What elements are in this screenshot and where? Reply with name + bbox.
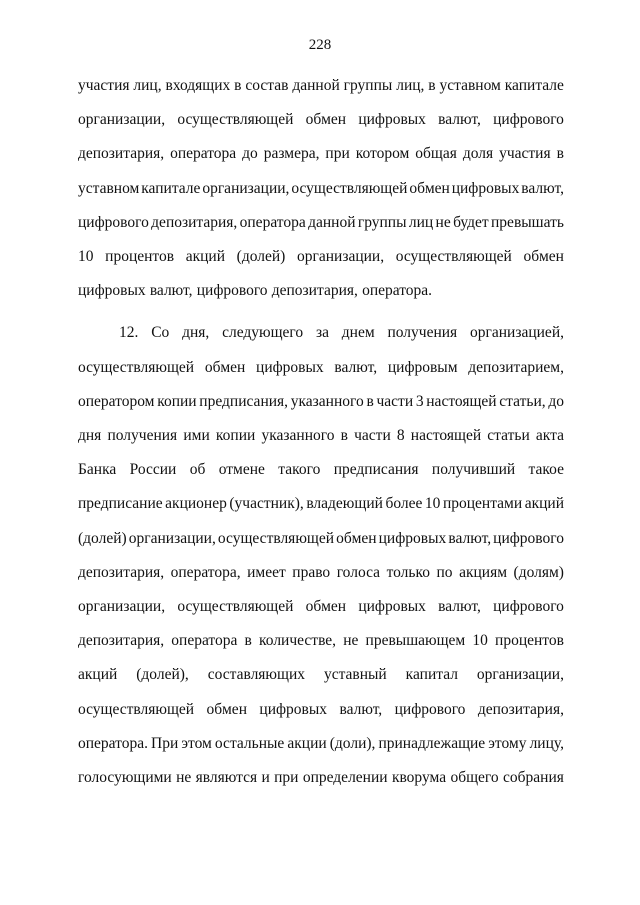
page-number: 228 [308,37,332,53]
text-line: оператором копии предписания, указанного в части 3 настоящей статьи, до [78,393,564,410]
text-line: депозитария, оператора до размера, при котором общая доля участия в [78,145,564,162]
text-line: оператора. При этом остальные акции (доли), принадлежащие этому лицу, [78,735,564,752]
text-line: голосующими не являются и при определении кворума общего собрания [78,769,564,786]
text-line: цифрового депозитария, оператора данной группы лиц не будет превышать [78,214,564,231]
text-line: организации, осуществляющей обмен цифровых валют, цифрового [78,111,564,128]
text-line: Банка России об отмене такого предписания получивший такое [78,461,564,478]
text-line: уставном капитале организации, осуществляющей обмен цифровых валют, [78,180,564,197]
text-line: акций (долей), составляющих уставный капитал организации, [78,666,564,683]
text-line: 12. Со дня, следующего за днем получения организацией, [119,324,564,341]
text-line: депозитария, оператора в количестве, не превышающем 10 процентов [78,632,564,649]
text-line: участия лиц, входящих в состав данной группы лиц, в уставном капитале [78,77,564,94]
text-line: предписание акционер (участник), владеющий более 10 процентами акций [78,495,564,512]
text-line: цифровых валют, цифрового депозитария, оператора. [78,282,433,299]
text-line: осуществляющей обмен цифровых валют, цифрового депозитария, [78,701,564,718]
text-line: осуществляющей обмен цифровых валют, цифровым депозитарием, [78,359,564,376]
text-line: депозитария, оператора, имеет право голоса только по акциям (долям) [78,564,564,581]
text-line: дня получения ими копии указанного в части 8 настоящей статьи акта [78,427,564,444]
text-line: 10 процентов акций (долей) организации, осуществляющей обмен [78,248,564,265]
text-line: организации, осуществляющей обмен цифровых валют, цифрового [78,598,564,615]
text-line: (долей) организации, осуществляющей обмен цифровых валют, цифрового [78,530,564,547]
